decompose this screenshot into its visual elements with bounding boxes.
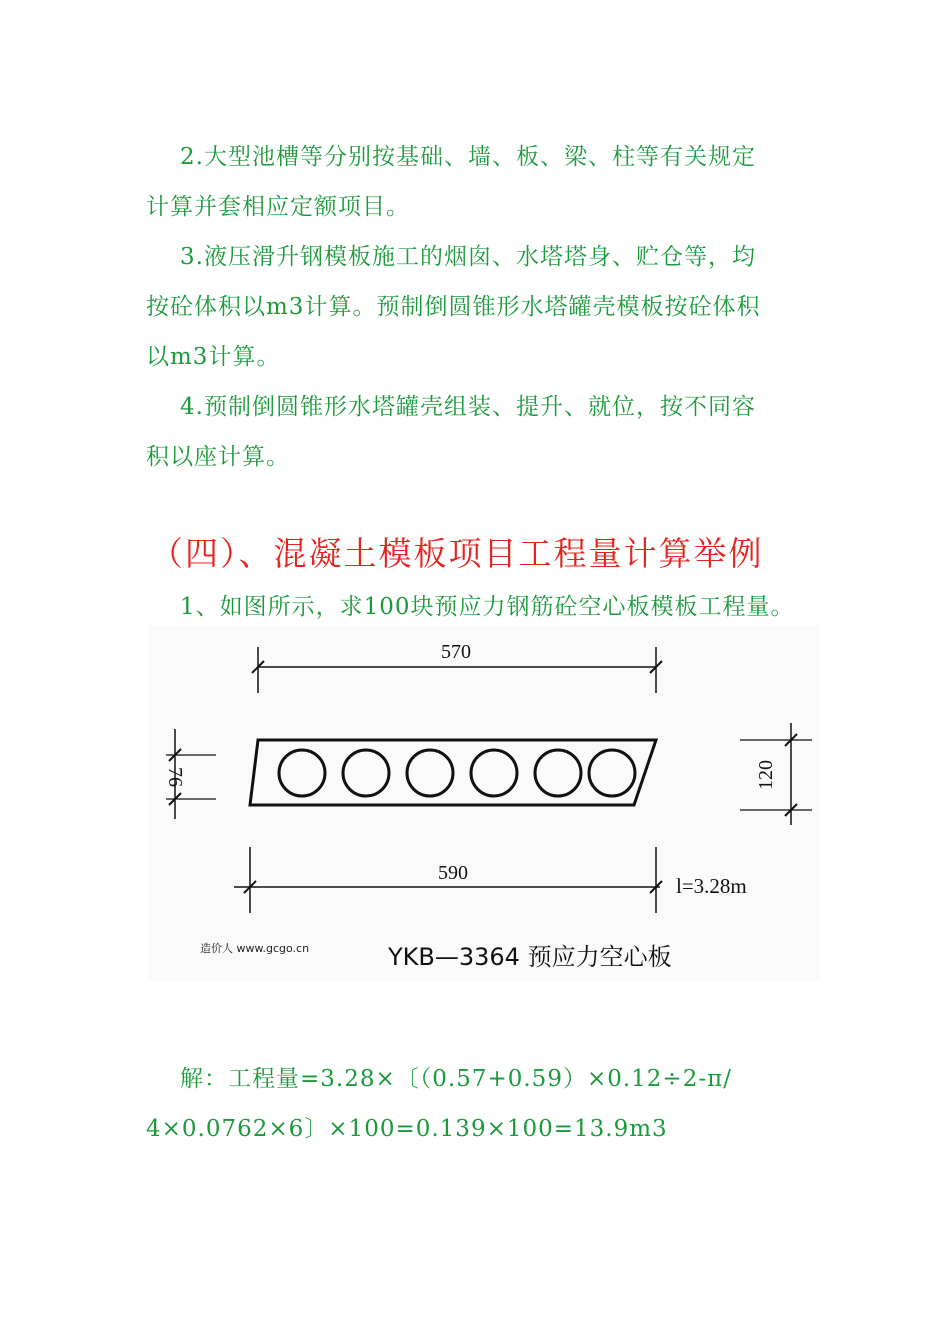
void-circle-2 [343,750,389,796]
solution-line-1: 解：工程量=3.28×〔（0.57+0.59）×0.12÷2-π/ [180,1066,732,1092]
section-heading: （四）、混凝土模板项目工程量计算举例 [150,534,764,573]
paragraph-4-line-1: 4.预制倒圆锥形水塔罐壳组装、提升、就位，按不同容 [180,394,756,420]
dim-label-right: 120 [755,760,777,790]
void-circle-5 [535,750,581,796]
paragraph-2-line-2: 计算并套相应定额项目。 [146,194,410,220]
dim-label-top: 570 [441,641,471,663]
paragraph-3-line-3: 以m3计算。 [146,344,281,370]
paragraph-3-line-2: 按砼体积以m3计算。预制倒圆锥形水塔罐壳模板按砼体积 [146,294,761,320]
void-circle-6 [589,750,635,796]
void-circle-3 [407,750,453,796]
solution-line-2: 4×0.0762×6〕×100=0.139×100=13.9m3 [146,1116,668,1142]
hollow-slab-drawing [148,625,820,982]
length-label: l=3.28m [676,874,747,898]
void-circle-1 [279,750,325,796]
dim-label-bottom: 590 [438,862,468,884]
paragraph-4-line-2: 积以座计算。 [146,444,290,470]
paragraph-2-line-1: 2.大型池槽等分别按基础、墙、板、梁、柱等有关规定 [180,144,756,170]
watermark: 造价人 www.gcgo.cn [200,942,310,955]
example-question: 1、如图所示，求100块预应力钢筋砼空心板模板工程量。 [180,594,795,620]
dim-label-left: 76 [164,767,186,787]
paragraph-3-line-1: 3.液压滑升钢模板施工的烟囱、水塔塔身、贮仓等，均 [180,244,756,270]
figure-caption: YKB—3364 预应力空心板 [388,943,672,971]
hollow-slab-figure [148,625,820,982]
void-circle-4 [471,750,517,796]
